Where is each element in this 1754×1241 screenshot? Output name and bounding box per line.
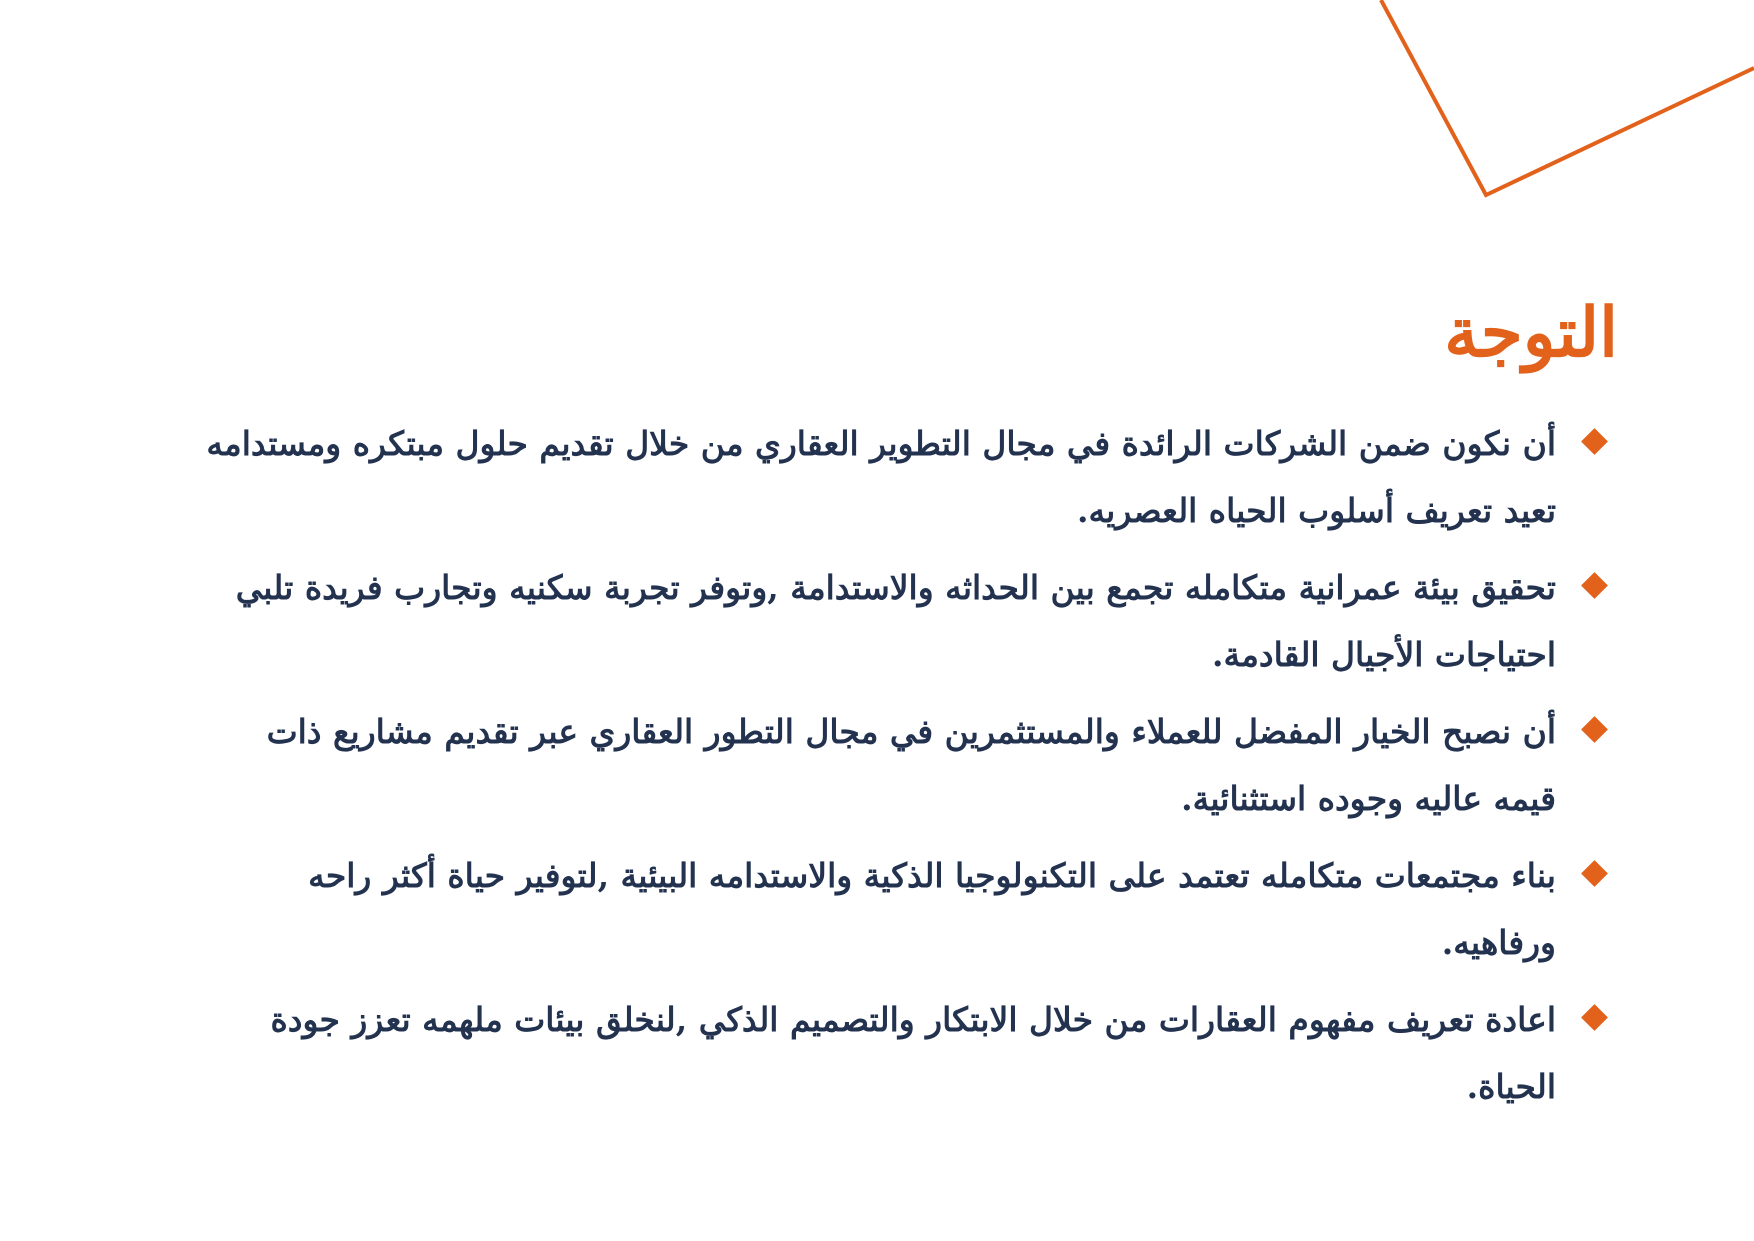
diamond-bullet-icon <box>1581 716 1608 743</box>
bullet-text: بناء مجتمعات متكامله تعتمد على التكنولوجيا الذكية والاستدامه البيئية ,لتوفير حياة أكثر راحه ورفاهيه. <box>308 856 1556 962</box>
diamond-bullet-icon <box>1581 1004 1608 1031</box>
list-item <box>198 986 1618 1120</box>
page-title: التوجة <box>1444 293 1618 373</box>
bullet-text: أن نكون ضمن الشركات الرائدة في مجال التطوير العقاري من خلال تقديم حلول مبتكره ومستدامه تعيد تعريف أسلوب الحياه العصريه. <box>206 424 1556 530</box>
list-item <box>198 698 1618 832</box>
list-item <box>198 554 1618 688</box>
bullet-text: أن نصبح الخيار المفضل للعملاء والمستثمرين في مجال التطور العقاري عبر تقديم مشاريع ذات قيمه عاليه وجوده استثنائية. <box>266 712 1556 818</box>
bullet-text: تحقيق بيئة عمرانية متكامله تجمع بين الحداثه والاستدامة ,وتوفر تجربة سكنيه وتجارب فريدة تلبي احتياجات الأجيال القادمة. <box>235 568 1556 674</box>
list-item <box>198 842 1618 976</box>
vision-bullet-list <box>198 410 1618 1130</box>
diamond-bullet-icon <box>1581 860 1608 887</box>
diamond-bullet-icon <box>1581 572 1608 599</box>
diamond-bullet-icon <box>1581 428 1608 455</box>
bullet-text: اعادة تعريف مفهوم العقارات من خلال الابتكار والتصميم الذكي ,لنخلق بيئات ملهمه تعزز جودة الحياة. <box>270 1000 1556 1106</box>
list-item <box>198 410 1618 544</box>
